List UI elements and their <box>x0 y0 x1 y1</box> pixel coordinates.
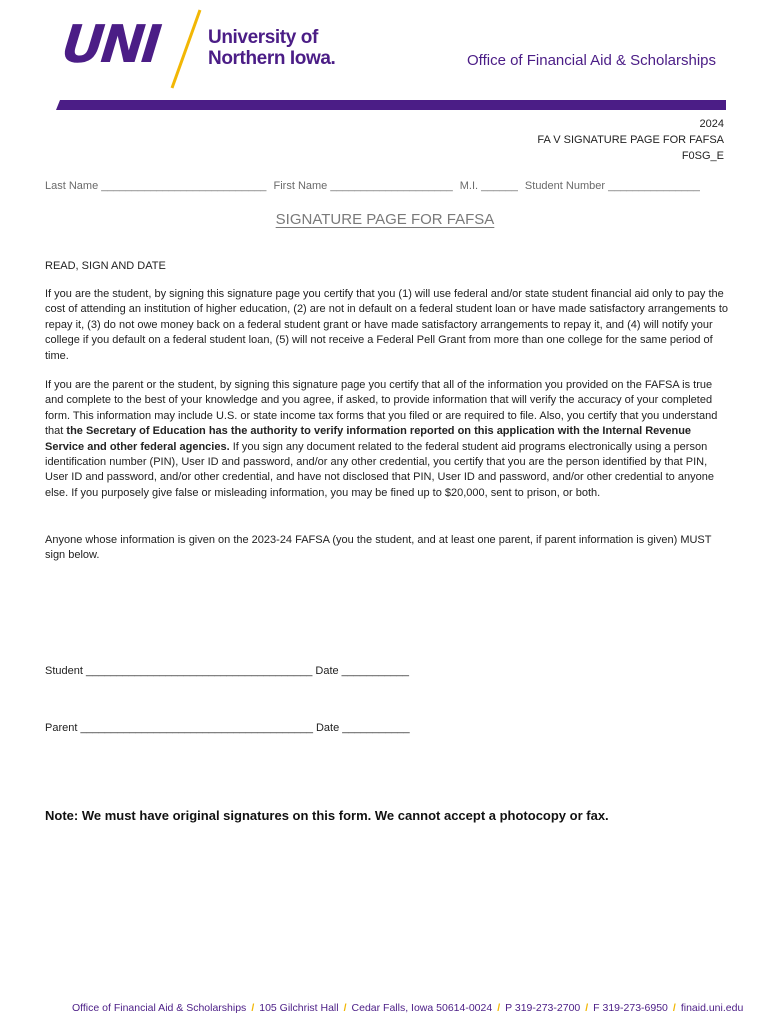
student-certification-paragraph: If you are the student, by signing this signature page you certify that you (1) will use federal and/or state student financial aid only to pay the cost of attending an institution of higher education, (2) are not in default on a federal student loan or have made satisfactory arrangements to repay it, (3) do not owe money back on a federal student grant or have made satisfactory arrangements to repay it, and (4) will notify your college if you default on a federal student loan, (5) will not receive a Federal Pell Grant from more than one college for the same period of time. <box>45 288 729 362</box>
footer-separator: / <box>343 1002 347 1014</box>
footer-separator: / <box>497 1002 501 1014</box>
office-title: Office of Financial Aid & Scholarships <box>467 52 717 69</box>
footer-separator: / <box>672 1002 676 1014</box>
parent-signature-line[interactable]: Parent ______________________________________ Date ___________ <box>45 722 410 734</box>
instruction: READ, SIGN AND DATE <box>45 260 166 272</box>
footer-website[interactable]: finaid.uni.edu <box>680 1002 744 1014</box>
para2-bold: the Secretary of Education has the authority to verify information reported on this application with the Internal Revenue Service and other federal agencies. <box>45 425 692 453</box>
student-number-field[interactable]: Student Number _______________ <box>524 180 700 192</box>
footer-city: Cedar Falls, Iowa 50614-0024 <box>351 1002 493 1014</box>
university-name-line2: Northern Iowa. <box>208 48 336 69</box>
last-name-field[interactable]: Last Name ___________________________ <box>45 180 267 192</box>
footer-fax: F 319-273-6950 <box>593 1002 668 1014</box>
footer <box>72 1002 743 1014</box>
form-code: F0SG_E <box>681 150 724 162</box>
form-year: 2024 <box>699 118 724 130</box>
footer-office: Office of Financial Aid & Scholarships <box>72 1002 247 1014</box>
parent-student-certification-paragraph <box>45 378 730 501</box>
form-title: FA V SIGNATURE PAGE FOR FAFSA <box>537 134 724 146</box>
university-name <box>208 27 335 69</box>
footer-separator: / <box>251 1002 255 1014</box>
mi-field[interactable]: M.I. ______ <box>459 180 518 192</box>
name-fields-line <box>45 180 725 192</box>
uni-logo: UNI <box>58 15 162 75</box>
footer-phone: P 319-273-2700 <box>505 1002 581 1014</box>
header-divider <box>56 100 726 110</box>
footer-address: 105 Gilchrist Hall <box>259 1002 339 1014</box>
logo-slash-icon <box>166 8 206 90</box>
original-signature-note: Note: We must have original signatures on this form. We cannot accept a photocopy or fax. <box>45 808 609 823</box>
footer-separator: / <box>585 1002 589 1014</box>
signers-paragraph: Anyone whose information is given on the 2023-24 FAFSA (you the student, and at least one parent, if parent information is given) MUST sign below. <box>45 534 712 562</box>
page-title: SIGNATURE PAGE FOR FAFSA <box>275 211 495 228</box>
first-name-field[interactable]: First Name ____________________ <box>273 180 453 192</box>
para2-part2: If you sign any document related to the federal student aid programs electronically using a person identification number (PIN), User ID and password, and/or any other credential, you certify that you are the person identified by that PIN, User ID and password, and/or other credential, and have not disclosed that PIN, User ID and password, and/or other credential to anyone else. If you purposely give false or misleading information, you may be fined up to $20,000, sent to prison, or both. <box>45 440 714 499</box>
form-identifier <box>537 116 724 164</box>
student-signature-line[interactable]: Student _____________________________________ Date ___________ <box>45 665 409 677</box>
university-name-line1: University of <box>208 27 318 48</box>
para2-part1: If you are the parent or the student, by signing this signature page you certify that all of the information you provided on the FAFSA is true and complete to the best of your knowledge and you agree, if asked, to provide information that will verify the accuracy of your completed form. This information may include U.S. or state income tax forms that you filed or are required to file. Also, you certify that you understand that <box>45 379 718 438</box>
